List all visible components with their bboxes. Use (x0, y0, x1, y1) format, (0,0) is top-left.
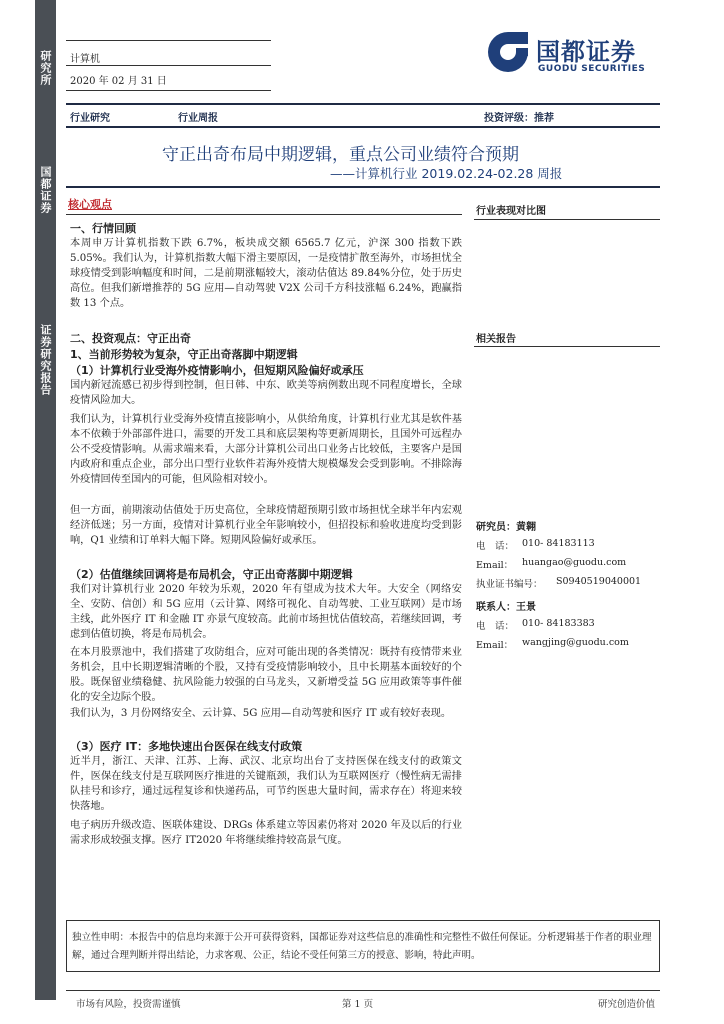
para-6: 我们认为，3 月份网络安全、云计算、5G 应用—自动驾驶和医疗 IT 或有较好表现。 (70, 708, 452, 719)
analyst1-tel: 010- 84183113 (522, 538, 595, 549)
footer-right: 研究创造价值 (598, 999, 656, 1010)
page-title: 守正出奇布局中期逻辑，重点公司业绩符合预期 (162, 145, 519, 165)
sidebar (35, 0, 56, 1000)
para-7: 近半月，浙江、天津、江苏、上海、武汉、北京均出台了支持医保在线支付的政策文件，医保在线支付是互联网医疗推进的关键瓶颈，我们认为互联网医疗（慢性病无需排队挂号和诊疗，通过远程复诊和快递药品，可节约医患大量时间，需求存在）将迎来较快落地。 (70, 756, 462, 812)
rating: 投资评级：推荐 (484, 113, 554, 124)
header-date: 2020 年 02 月 31 日 (70, 76, 167, 87)
logo-icon (486, 30, 530, 74)
report-kind: 行业周报 (178, 113, 218, 124)
analyst1-cert-label: 执业证书编号： (476, 579, 543, 590)
perf-chart-title: 行业表现对比图 (476, 206, 546, 217)
sidebar-label-mid: 国都证券 (39, 166, 52, 214)
analyst1-cert: S0940519040001 (556, 576, 642, 587)
analyst2-name: 联系人：王景 (476, 602, 536, 613)
topbar-rule-bottom (66, 126, 660, 128)
related-rule (474, 346, 660, 347)
footer-page: 第 1 页 (342, 999, 374, 1010)
para-4: 我们对计算机行业 2020 年较为乐观，2020 年有望成为技术大年。大安全（网络安全、安防、信创）和 5G 应用（云计算、网络可视化、自动驾驶、工业互联网）是市场主线，此外医疗 IT 和金融 IT 亦景气度较高。此前市场担忧估值较高，若继续回调，考虑到估值切换，将是布局机会。 (70, 584, 462, 640)
analyst1-tel-label: 电 话： (476, 541, 515, 552)
section2-1-3-title: （3）医疗 IT：多地快速出台医保在线支付政策 (70, 740, 303, 753)
section2-1-2-title: （2）估值继续回调将是布局机会，守正出奇落脚中期逻辑 (70, 568, 353, 581)
header-category: 计算机 (70, 54, 100, 65)
report-type: 行业研究 (70, 113, 110, 124)
para-2: 我们认为，计算机行业受海外疫情直接影响小，从供给角度，计算机行业尤其是软件基本不依赖于外部部件进口，需要的开发工具和底层架构等更新周期长，且国外可远程办公不受疫情影响。从需求端来看，大部分计算机公司出口业务占比较低，主要客户是国内政府和重点企业，部分出口型行业软件若海外疫情大规模爆发会受到影响。不排除海外疫情回传至国内的可能，但风险相对较小。 (70, 414, 462, 485)
section2-1-title: 1、当前形势较为复杂，守正出奇落脚中期逻辑 (70, 348, 298, 361)
core-view-heading: 核心观点 (68, 198, 112, 211)
disclaimer-box (66, 920, 660, 972)
header-rule-3 (66, 90, 271, 91)
logo-text-en: GUODU SECURITIES (538, 64, 646, 74)
footer-rule (66, 990, 660, 991)
analyst2-email-label: Email： (476, 640, 514, 651)
para-3: 但一方面，前期滚动估值处于历史高位，全球疫情超预期引致市场担忧全球半年内宏观经济低迷；另一方面，疫情对计算机行业全年影响较小，但招投标和验收进度均受到影响，Q1 业绩和订单料大幅下降。短期风险偏好或承压。 (70, 505, 462, 546)
perf-rule (474, 219, 660, 220)
analyst1-email-label: Email： (476, 560, 514, 571)
section2-1-1-title: （1）计算机行业受海外疫情影响小，但短期风险偏好或承压 (70, 364, 364, 377)
analyst2-tel-label: 电 话： (476, 621, 515, 632)
analyst1-email[interactable]: huangao@guodu.com (522, 557, 627, 568)
header-rule (66, 40, 271, 41)
footer-left: 市场有风险，投资需谨慎 (76, 999, 181, 1010)
para-1: 国内新冠流感已初步得到控制，但日韩、中东、欧美等病例数出现不同程度增长，全球疫情风险加大。 (70, 380, 462, 406)
para-8: 电子病历升级改造、医联体建设、DRGs 体系建立等因素仍将对 2020 年及以后的行业需求形成较强支撑。医疗 IT2020 年将继续维持较高景气度。 (70, 820, 462, 846)
sidebar-label-bottom: 证券研究报告 (39, 324, 52, 396)
analyst1-name: 研究员：黄翱 (476, 522, 536, 533)
analyst2-email[interactable]: wangjing@guodu.com (522, 637, 629, 648)
analyst2-tel: 010- 84183383 (522, 618, 595, 629)
related-reports-title: 相关报告 (476, 334, 516, 345)
logo-text-cn: 国都证券 (536, 38, 636, 66)
page-subtitle: ——计算机行业 2019.02.24-02.28 周报 (330, 166, 563, 181)
para-5: 在本月股票池中，我们搭建了攻防组合，应对可能出现的各类情况：既持有疫情带来业务机会，且中长期逻辑清晰的个股，又持有受疫情影响较小，且中长期基本面较好的个股。既保留业绩稳健、抗风险能力较强的白马龙头，又新增受益 5G 应用政策等事件催化的安全边际个股。 (70, 647, 462, 703)
title-rule (66, 186, 660, 188)
header-rule-2 (66, 65, 271, 66)
core-view-rule (66, 214, 462, 215)
topbar-rule-top (66, 103, 660, 105)
disclaimer-text: 独立性申明：本报告中的信息均来源于公开可获得资料，国都证券对这些信息的准确性和完整性不做任何保证。分析逻辑基于作者的职业理解，通过合理判断并得出结论，力求客观、公正，结论不受任何第三方的授意、影响，特此声明。 (72, 932, 652, 961)
section1-title: 一、行情回顾 (70, 222, 136, 235)
section1-text: 本周申万计算机指数下跌 6.7%，板块成交额 6565.7 亿元，沪深 300 指数下跌 5.05%。我们认为，计算机指数大幅下滑主要原因，一是疫情扩散至海外，市场担忧全球疫情受到影响幅度和时间，二是前期涨幅较大，滚动估值达 89.84%分位，处于历史高位。但我们新增推荐的 5G 应用—自动驾驶 V2X 公司千方科技涨幅 6.24%，跑赢指数 13 个点。 (70, 238, 462, 309)
section2-title: 二、投资观点：守正出奇 (70, 332, 191, 345)
sidebar-label-top: 研究所 (39, 50, 52, 86)
